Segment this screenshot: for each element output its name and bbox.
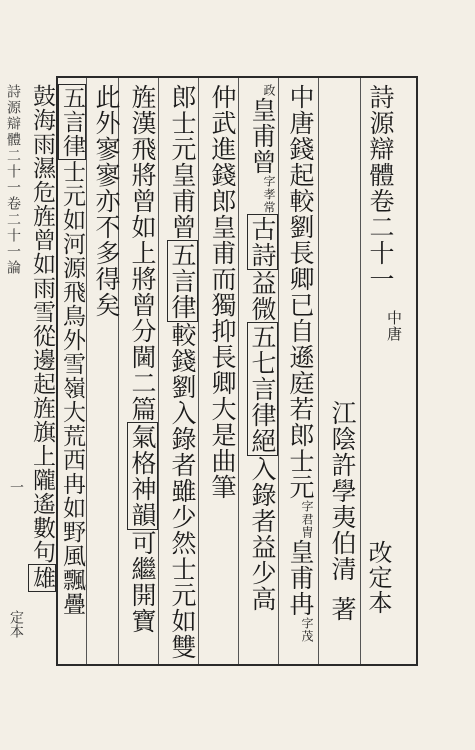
column-rule (158, 78, 159, 664)
text-run: 仲武進錢郎皇甫而獨抑長卿大是曲筆 (208, 84, 237, 500)
text-run: 入錄者益少高 (248, 456, 277, 612)
text-column (30, 84, 53, 592)
boxed-term: 五言律 (59, 86, 85, 158)
edition-label: 改定本 (364, 540, 392, 615)
section-label: 中唐 (385, 310, 403, 342)
text-column (94, 84, 119, 318)
text-run: 較錢劉入錄者雖少然士元如雙 (168, 322, 197, 660)
text-run: 旌漢飛將曾如上將曾分閫二篇 (128, 84, 157, 422)
text-run: 已自遜庭若郎士元 (286, 292, 315, 500)
column-rule (86, 78, 87, 664)
fold-margin: 詩源辯體二十一卷二十一論 (5, 84, 21, 276)
column-rule (318, 78, 319, 664)
text-run: 皇甫曾 (248, 97, 277, 175)
column-rule (238, 78, 239, 664)
book-title: 詩源辯體卷二十一 (366, 84, 395, 292)
title-column (368, 84, 393, 292)
boxed-term: 古詩 (248, 216, 277, 268)
text-column (288, 84, 313, 643)
text-run: 皇甫冉 (286, 539, 315, 617)
column-rule (198, 78, 199, 664)
boxed-term: 氣格神韻 (128, 424, 157, 528)
text-column (170, 84, 195, 660)
page-number: 一 (8, 480, 24, 494)
author-line: 江陰許學夷伯清著 (328, 400, 357, 622)
text-run: 益微 (248, 270, 277, 322)
text-column (130, 84, 155, 634)
interlinear-note: 字孝常 (262, 175, 276, 214)
text-column (60, 84, 83, 616)
boxed-term: 雄 (29, 566, 55, 590)
text-run: 郎士元皇甫曾 (168, 84, 197, 240)
text-run: 可繼開寶 (128, 530, 157, 634)
column-rule (278, 78, 279, 664)
text-run: 此外寥寥亦不多得矣 (92, 84, 121, 318)
text-column (210, 84, 235, 500)
text-run: 鼓海雨濕危旌曾如雨雪從邊起旌旗上隴遙數句 (29, 84, 55, 564)
boxed-term: 五言律 (168, 242, 197, 320)
text-run: 中唐錢起較劉長卿 (286, 84, 315, 292)
interlinear-note: 政 (262, 84, 276, 97)
interlinear-note: 字君冑 (300, 500, 314, 539)
interlinear-note: 字茂 (300, 617, 314, 643)
text-column (250, 84, 275, 612)
column-rule (360, 78, 361, 664)
text-run: 士元如河源飛鳥外雪嶺大荒西冉如野風飄疊 (59, 160, 85, 616)
boxed-term: 五七言律絕 (248, 324, 277, 454)
margin-foot: 定本 (8, 610, 24, 638)
